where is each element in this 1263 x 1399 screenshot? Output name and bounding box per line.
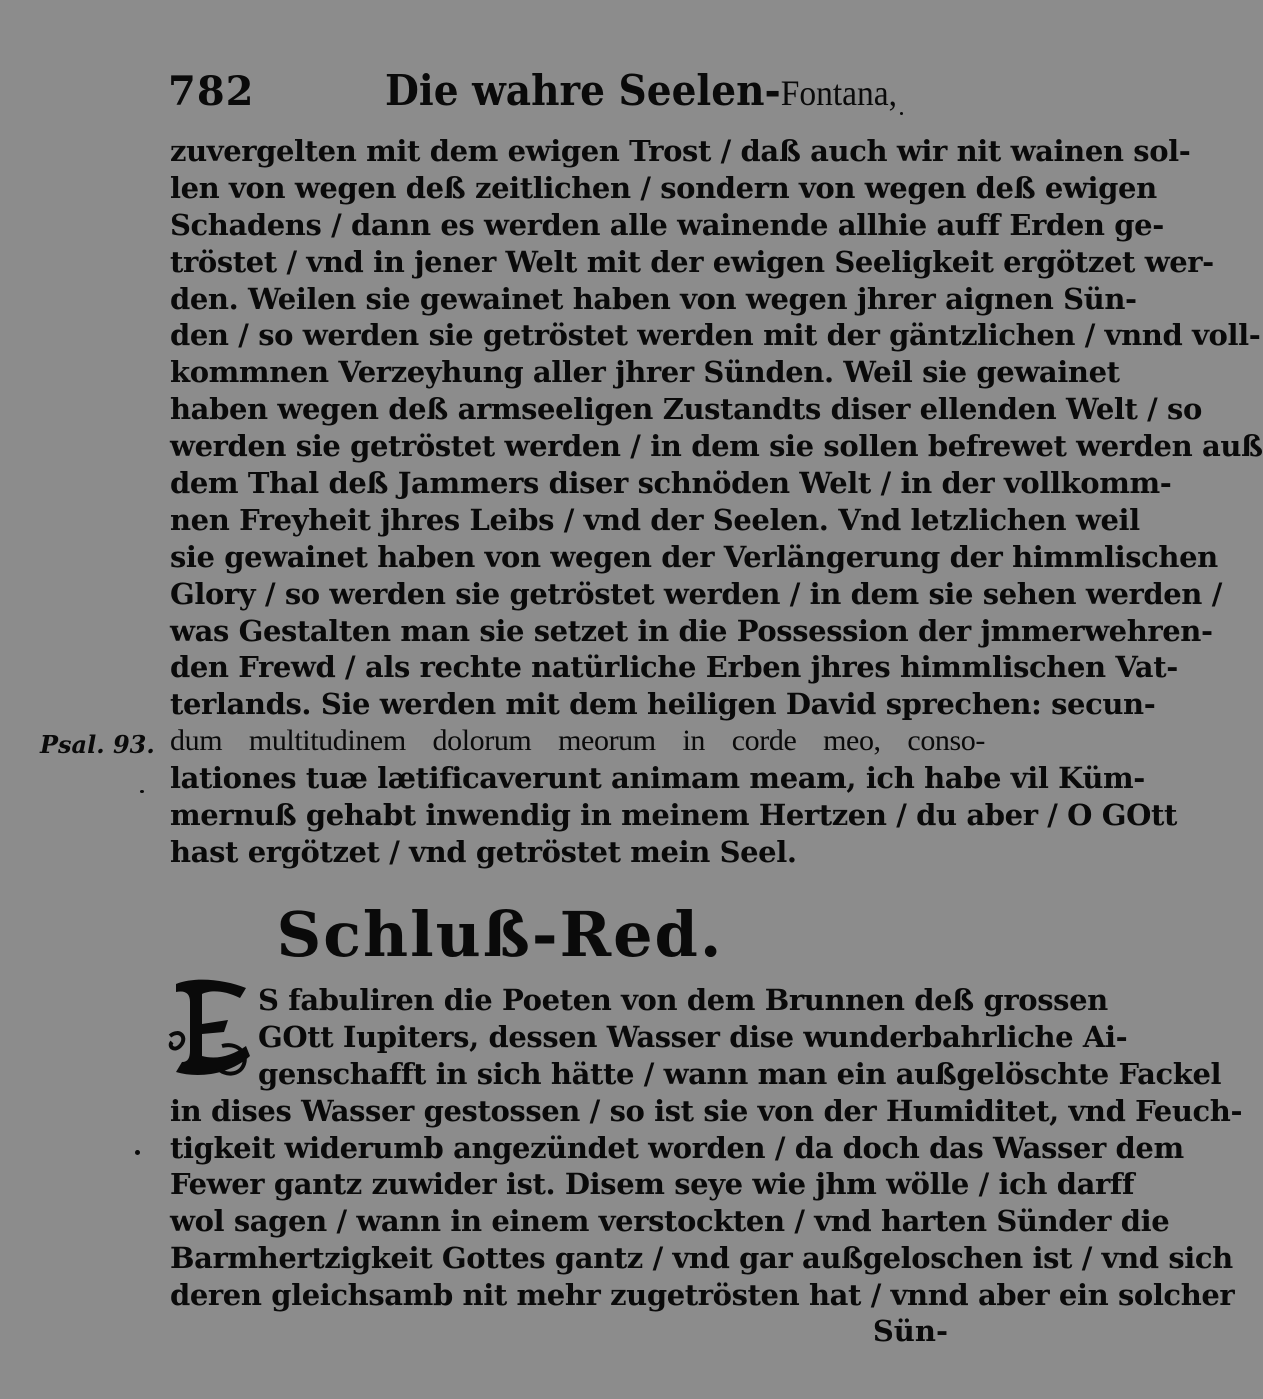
running-title-latin: Fontana,: [780, 73, 897, 113]
text-line: den / so werden sie getröstet werden mit der gäntzlichen / vnnd voll-: [170, 318, 1261, 353]
text-line: zuvergelten mit dem ewigen Trost / daß auch wir nit wainen sol-: [170, 134, 1191, 168]
running-title-text: Die wahre Seelen-: [385, 66, 781, 115]
text-line: tröstet / vnd in jener Welt mit der ewigen Seeligkeit ergötzet wer-: [170, 244, 1214, 279]
page-header: [0, 62, 1000, 122]
text-line: terlands. Sie werden mit dem heiligen David sprechen: secun-: [170, 687, 1156, 722]
text-line: lationes tuæ lætificaverunt animam meam, ich habe vil Küm-: [170, 761, 1145, 796]
text-line-latin: dum multitudinem dolorum meorum in corde meo, conso-: [170, 724, 985, 758]
text-line: was Gestalten man sie setzet in die Possession der jmmerwehren-: [170, 613, 1213, 648]
text-line: tigkeit widerumb angezündet worden / da doch das Wasser dem: [170, 1130, 1184, 1165]
text-line: werden sie getröstet werden / in dem sie sollen befrewet werden auß: [170, 429, 1263, 464]
text-line: Barmhertzigkeit Gottes gantz / vnd gar außgeloschen ist / vnd sich: [170, 1241, 1233, 1276]
running-title: [385, 66, 897, 115]
paragraph-2: [170, 982, 1243, 1314]
text-line: Fewer gantz zuwider ist. Disem seye wie jhm wölle / ich darff: [170, 1167, 1135, 1202]
text-line: kommnen Verzeyhung aller jhrer Sünden. Weil sie gewainet: [170, 355, 1120, 390]
page-number: 782: [168, 68, 255, 115]
text-line: den. Weilen sie gewainet haben von wegen jhrer aignen Sün-: [170, 281, 1137, 316]
margin-note: Psal. 93.: [40, 730, 155, 759]
text-line: hast ergötzet / vnd getröstet mein Seel.: [170, 834, 797, 869]
text-line: sie gewainet haben von wegen der Verlängerung der himmlischen: [170, 539, 1218, 574]
ink-speck: [900, 112, 903, 115]
ink-speck: [140, 790, 144, 793]
text-line: in dises Wasser gestossen / so ist sie von der Humiditet, vnd Feuch-: [170, 1093, 1243, 1128]
text-line: nen Freyheit jhres Leibs / vnd der Seelen. Vnd letzlichen weil: [170, 502, 1140, 537]
text-line: deren gleichsamb nit mehr zugetrösten hat / vnnd aber ein solcher: [170, 1278, 1235, 1313]
paragraph-1: [170, 133, 1263, 871]
text-line: haben wegen deß armseeligen Zustandts diser ellenden Welt / so: [170, 392, 1202, 427]
text-line: den Frewd / als rechte natürliche Erben jhres himmlischen Vat-: [170, 650, 1178, 685]
text-line: genschafft in sich hätte / wann man ein außgelöschte Fackel: [258, 1056, 1222, 1091]
text-line: mernuß gehabt inwendig in meinem Hertzen / du aber / O GOtt: [170, 798, 1177, 833]
text-line: S fabuliren die Poeten von dem Brunnen deß grossen: [258, 983, 1108, 1017]
text-line: Schadens / dann es werden alle wainende allhie auff Erden ge-: [170, 207, 1164, 242]
text-line: dem Thal deß Jammers diser schnöden Welt / in der vollkomm-: [170, 466, 1172, 501]
text-line: Glory / so werden sie getröstet werden / in dem sie sehen werden /: [170, 576, 1222, 611]
text-line: wol sagen / wann in einem verstockten / vnd harten Sünder die: [170, 1204, 1170, 1239]
ink-speck: [135, 1150, 140, 1155]
text-line: GOtt Iupiters, dessen Wasser dise wunderbahrliche Ai-: [258, 1019, 1128, 1054]
catchword: Sün-: [872, 1314, 948, 1348]
section-heading: Schluß-Red.: [276, 898, 724, 971]
text-line: len von wegen deß zeitlichen / sondern von wegen deß ewigen: [170, 170, 1157, 205]
